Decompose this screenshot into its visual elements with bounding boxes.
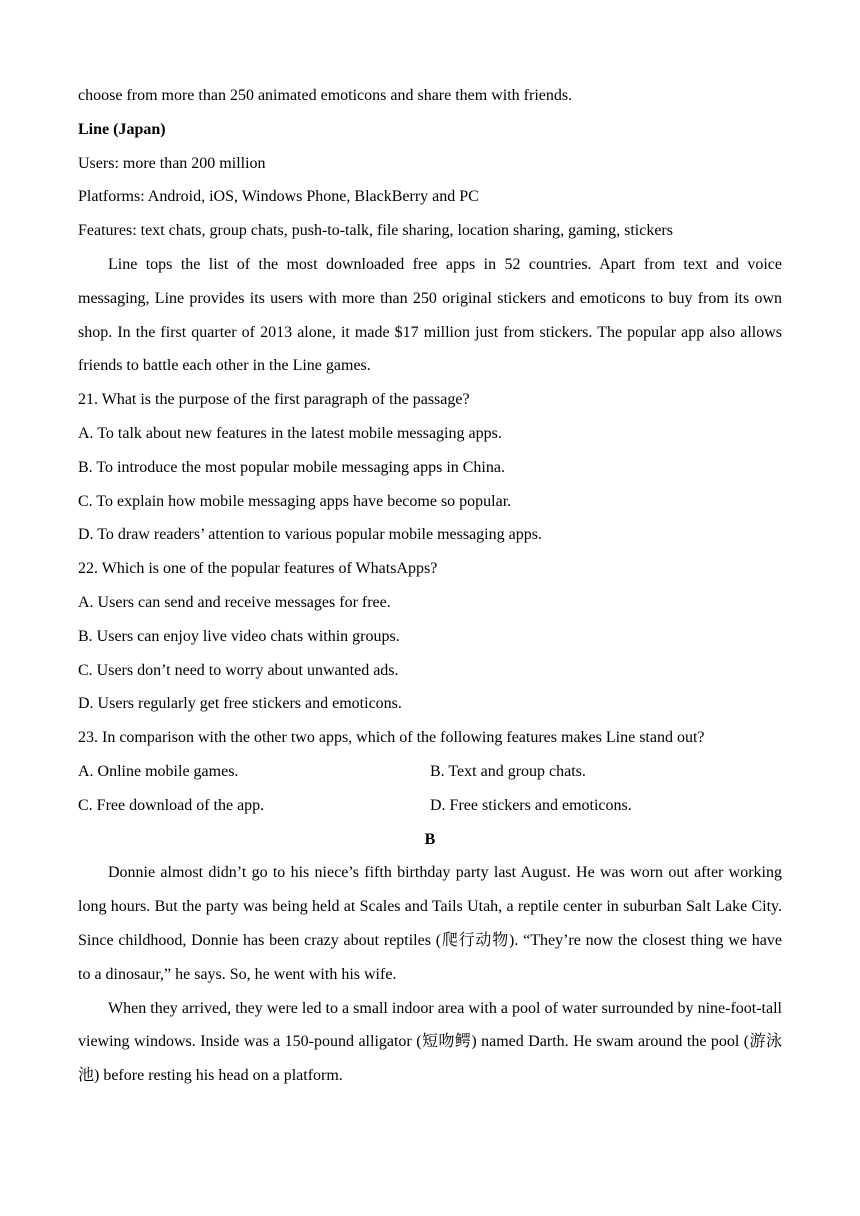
app-users: Users: more than 200 million (78, 154, 266, 172)
question-23-option-d: D. Free stickers and emoticons. (430, 796, 632, 814)
question-23-option-c: C. Free download of the app. (78, 796, 265, 814)
question-23-option-b: B. Text and group chats. (430, 762, 586, 780)
question-23-options-row-2 (78, 789, 782, 823)
question-22-stem: 22. Which is one of the popular features of WhatsApps? (78, 560, 438, 578)
question-22-option-b: B. Users can enjoy live video chats within groups. (78, 627, 400, 645)
question-21-option-d: D. To draw readers’ attention to various popular mobile messaging apps. (78, 526, 542, 544)
question-21-option-a: A. To talk about new features in the latest mobile messaging apps. (78, 424, 502, 442)
section-b-paragraph-1: Donnie almost didn’t go to his niece’s fifth birthday party last August. He was worn out after working long hours. But the party was being held at Scales and Tails Utah, a reptile center in suburban Salt Lake City. Since childhood, Donnie has been crazy about reptiles (爬行动物). “They’re now the closest thing we have to a dinosaur,” he says. So, he went with his wife. (78, 864, 782, 983)
question-23-stem: 23. In comparison with the other two apps, which of the following features makes Line stand out? (78, 729, 705, 747)
question-23-option-a: A. Online mobile games. (78, 762, 239, 780)
question-21-option-c: C. To explain how mobile messaging apps have become so popular. (78, 492, 512, 510)
question-22-option-c: C. Users don’t need to worry about unwanted ads. (78, 661, 399, 679)
text-line: choose from more than 250 animated emoticons and share them with friends. (78, 87, 573, 104)
app-heading-line: Line (Japan) (78, 120, 166, 138)
question-22-option-a: A. Users can send and receive messages for free. (78, 593, 391, 611)
section-b-heading: B (424, 830, 436, 848)
question-21-stem: 21. What is the purpose of the first paragraph of the passage? (78, 391, 470, 409)
question-21-option-b: B. To introduce the most popular mobile messaging apps in China. (78, 458, 505, 476)
question-23-options-row-1 (78, 755, 782, 789)
app-description-paragraph: Line tops the list of the most downloaded free apps in 52 countries. Apart from text and voice messaging, Line provides its users with more than 250 original stickers and emoticons to buy from its own shop. In the first quarter of 2013 alone, it made $17 million just from stickers. The popular app also allows friends to battle each other in the Line games. (78, 255, 782, 375)
app-platforms: Platforms: Android, iOS, Windows Phone, BlackBerry and PC (78, 188, 479, 206)
app-features: Features: text chats, group chats, push-to-talk, file sharing, location sharing, gaming, stickers (78, 222, 673, 240)
document-page (78, 79, 782, 1093)
section-b-paragraph-2: When they arrived, they were led to a small indoor area with a pool of water surrounded by nine-foot-tall viewing windows. Inside was a 150-pound alligator (短吻鳄) named Darth. He swam around the pool (游泳池) before resting his head on a platform. (78, 999, 782, 1085)
question-22-option-d: D. Users regularly get free stickers and emoticons. (78, 695, 402, 713)
